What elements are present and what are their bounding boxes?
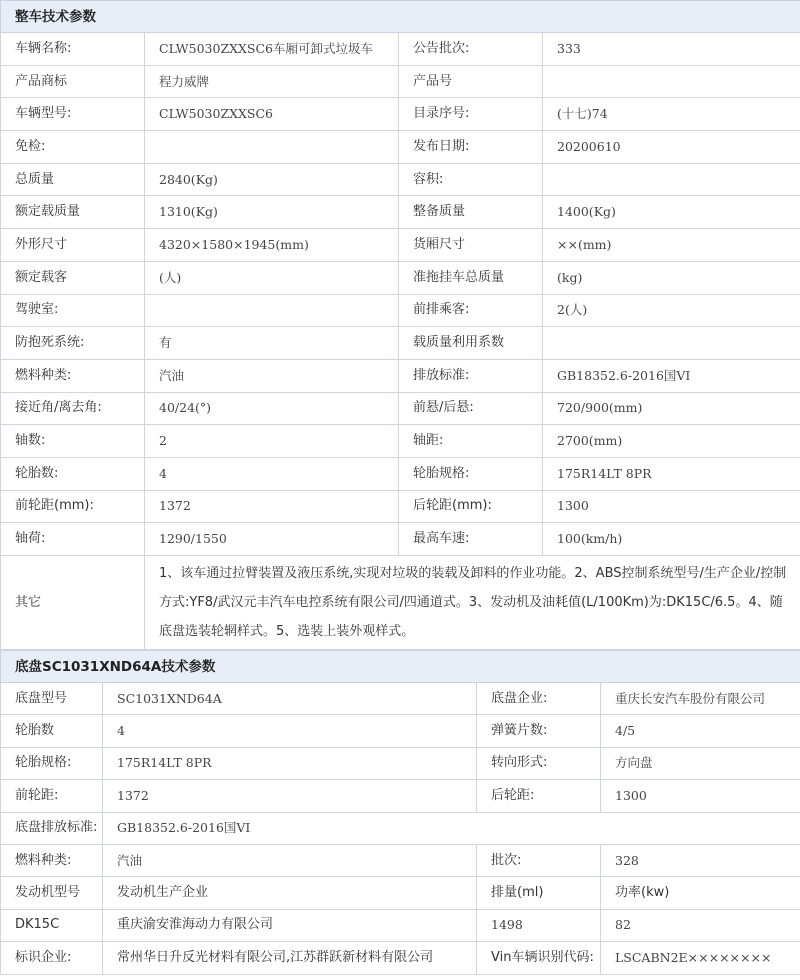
param-label: 整备质量 (399, 196, 543, 229)
chassis-params-rows (1, 683, 800, 813)
param-label: 载质量利用系数 (399, 327, 543, 360)
cell-label: Vin车辆识别代码: (477, 942, 601, 974)
param-row (1, 490, 800, 523)
param-value: 720/900(mm) (543, 392, 800, 425)
vehicle-params-title: 整车技术参数 (1, 1, 800, 33)
param-label: 公告批次: (399, 33, 543, 66)
engine-displacement: 1498 (477, 909, 601, 941)
emission-row (1, 812, 800, 844)
engine-header-cell: 发动机型号 (1, 877, 103, 909)
param-value: 汽油 (145, 359, 399, 392)
param-label: 前轮距(mm): (1, 490, 145, 523)
param-value: 2 (145, 425, 399, 458)
param-value: 1400(Kg) (543, 196, 800, 229)
param-row (1, 229, 800, 262)
param-row (1, 359, 800, 392)
param-value: 1300 (601, 780, 800, 812)
param-label: 目录序号: (399, 98, 543, 131)
param-value (145, 131, 399, 164)
param-label: 前轮距: (1, 780, 103, 812)
section-header (1, 1, 800, 33)
param-label: 轴荷: (1, 523, 145, 556)
other-row (1, 556, 800, 650)
param-label: 接近角/离去角: (1, 392, 145, 425)
param-value: CLW5030ZXXSC6车厢可卸式垃圾车 (145, 33, 399, 66)
param-label: 货厢尺寸 (399, 229, 543, 262)
param-row (1, 294, 800, 327)
emission-value: GB18352.6-2016国VI (103, 812, 800, 844)
marking-row (1, 942, 800, 974)
param-label: 轴数: (1, 425, 145, 458)
engine-model: DK15C (1, 909, 103, 941)
cell-label: 批次: (477, 844, 601, 876)
engine-row (1, 909, 800, 941)
param-value: 4 (145, 457, 399, 490)
cell-value: 328 (601, 844, 800, 876)
param-value: 4 (103, 715, 477, 747)
param-label: 外形尺寸 (1, 229, 145, 262)
param-label: 驾驶室: (1, 294, 145, 327)
param-value: 重庆长安汽车股份有限公司 (601, 683, 800, 715)
param-label: 轮胎规格: (399, 457, 543, 490)
param-label: 车辆名称: (1, 33, 145, 66)
engine-header-cell: 功率(kw) (601, 877, 800, 909)
param-row (1, 327, 800, 360)
param-label: 前悬/后悬: (399, 392, 543, 425)
param-value: (kg) (543, 261, 800, 294)
param-label: 车辆型号: (1, 98, 145, 131)
param-value: CLW5030ZXXSC6 (145, 98, 399, 131)
param-label: 额定载质量 (1, 196, 145, 229)
param-value: 2700(mm) (543, 425, 800, 458)
param-value: 1372 (103, 780, 477, 812)
param-label: 前排乘客: (399, 294, 543, 327)
param-row (1, 98, 800, 131)
param-label: 燃料种类: (1, 359, 145, 392)
section-header (1, 651, 800, 683)
engine-header-row (1, 877, 800, 909)
other-text: 1、该车通过拉臂装置及液压系统,实现对垃圾的装载及卸料的作业功能。2、ABS控制系统型号/生产企业/控制方式:YF8/武汉元丰汽车电控系统有限公司/四通道式。3、发动机及油耗值(L/100Km)为:DK15C/6.5。4、随底盘选装轮辋样式。5、选装上装外观样式。 (145, 556, 800, 650)
param-value: 1290/1550 (145, 523, 399, 556)
param-label: 免检: (1, 131, 145, 164)
param-label: 产品商标 (1, 65, 145, 98)
param-row (1, 33, 800, 66)
param-value: ××(mm) (543, 229, 800, 262)
param-row (1, 523, 800, 556)
param-value: 2(人) (543, 294, 800, 327)
param-value (543, 65, 800, 98)
param-value: 4/5 (601, 715, 800, 747)
param-value: 1310(Kg) (145, 196, 399, 229)
param-row (1, 425, 800, 458)
param-label: 轮胎数 (1, 715, 103, 747)
param-row (1, 715, 800, 747)
param-label: 容积: (399, 163, 543, 196)
param-label: 轴距: (399, 425, 543, 458)
cell-value: LSCABN2E×××××××× (601, 942, 800, 974)
param-label: 发布日期: (399, 131, 543, 164)
cell-value: 常州华日升反光材料有限公司,江苏群跃新材料有限公司 (103, 942, 477, 974)
param-label: 防抱死系统: (1, 327, 145, 360)
param-row (1, 65, 800, 98)
param-label: 后轮距: (477, 780, 601, 812)
param-value: SC1031XND64A (103, 683, 477, 715)
param-value: (十七)74 (543, 98, 800, 131)
chassis-params-title: 底盘SC1031XND64A技术参数 (1, 651, 800, 683)
param-row (1, 780, 800, 812)
chassis-params-table (0, 650, 800, 975)
engine-header-cell: 发动机生产企业 (103, 877, 477, 909)
param-row (1, 683, 800, 715)
param-value: 1300 (543, 490, 800, 523)
param-label: 最高车速: (399, 523, 543, 556)
param-label: 转向形式: (477, 747, 601, 779)
param-row (1, 392, 800, 425)
param-value: 100(km/h) (543, 523, 800, 556)
param-label: 弹簧片数: (477, 715, 601, 747)
param-label: 底盘型号 (1, 683, 103, 715)
param-value: 程力威牌 (145, 65, 399, 98)
param-label: 额定载客 (1, 261, 145, 294)
param-value: 333 (543, 33, 800, 66)
param-label: 轮胎规格: (1, 747, 103, 779)
vehicle-params-rows (1, 33, 800, 556)
param-label: 准拖挂车总质量 (399, 261, 543, 294)
param-value: 1372 (145, 490, 399, 523)
param-label: 轮胎数: (1, 457, 145, 490)
fuel-row (1, 844, 800, 876)
param-value: GB18352.6-2016国VI (543, 359, 800, 392)
param-label: 排放标准: (399, 359, 543, 392)
param-value: 20200610 (543, 131, 800, 164)
engine-power: 82 (601, 909, 800, 941)
emission-label: 底盘排放标准: (1, 812, 103, 844)
param-value: 2840(Kg) (145, 163, 399, 196)
param-row (1, 457, 800, 490)
param-row (1, 261, 800, 294)
param-value: 有 (145, 327, 399, 360)
param-value (543, 163, 800, 196)
param-label: 底盘企业: (477, 683, 601, 715)
param-value (145, 294, 399, 327)
param-value: 175R14LT 8PR (103, 747, 477, 779)
engine-header-cell: 排量(ml) (477, 877, 601, 909)
param-row (1, 747, 800, 779)
param-row (1, 196, 800, 229)
param-value: 4320×1580×1945(mm) (145, 229, 399, 262)
param-value: (人) (145, 261, 399, 294)
param-value: 40/24(°) (145, 392, 399, 425)
param-value (543, 327, 800, 360)
cell-label: 燃料种类: (1, 844, 103, 876)
param-row (1, 163, 800, 196)
param-value: 175R14LT 8PR (543, 457, 800, 490)
engine-maker: 重庆渝安淮海动力有限公司 (103, 909, 477, 941)
other-label: 其它 (1, 556, 145, 650)
param-label: 产品号 (399, 65, 543, 98)
cell-label: 标识企业: (1, 942, 103, 974)
param-value: 方向盘 (601, 747, 800, 779)
param-row (1, 131, 800, 164)
cell-value: 汽油 (103, 844, 477, 876)
param-label: 总质量 (1, 163, 145, 196)
param-label: 后轮距(mm): (399, 490, 543, 523)
